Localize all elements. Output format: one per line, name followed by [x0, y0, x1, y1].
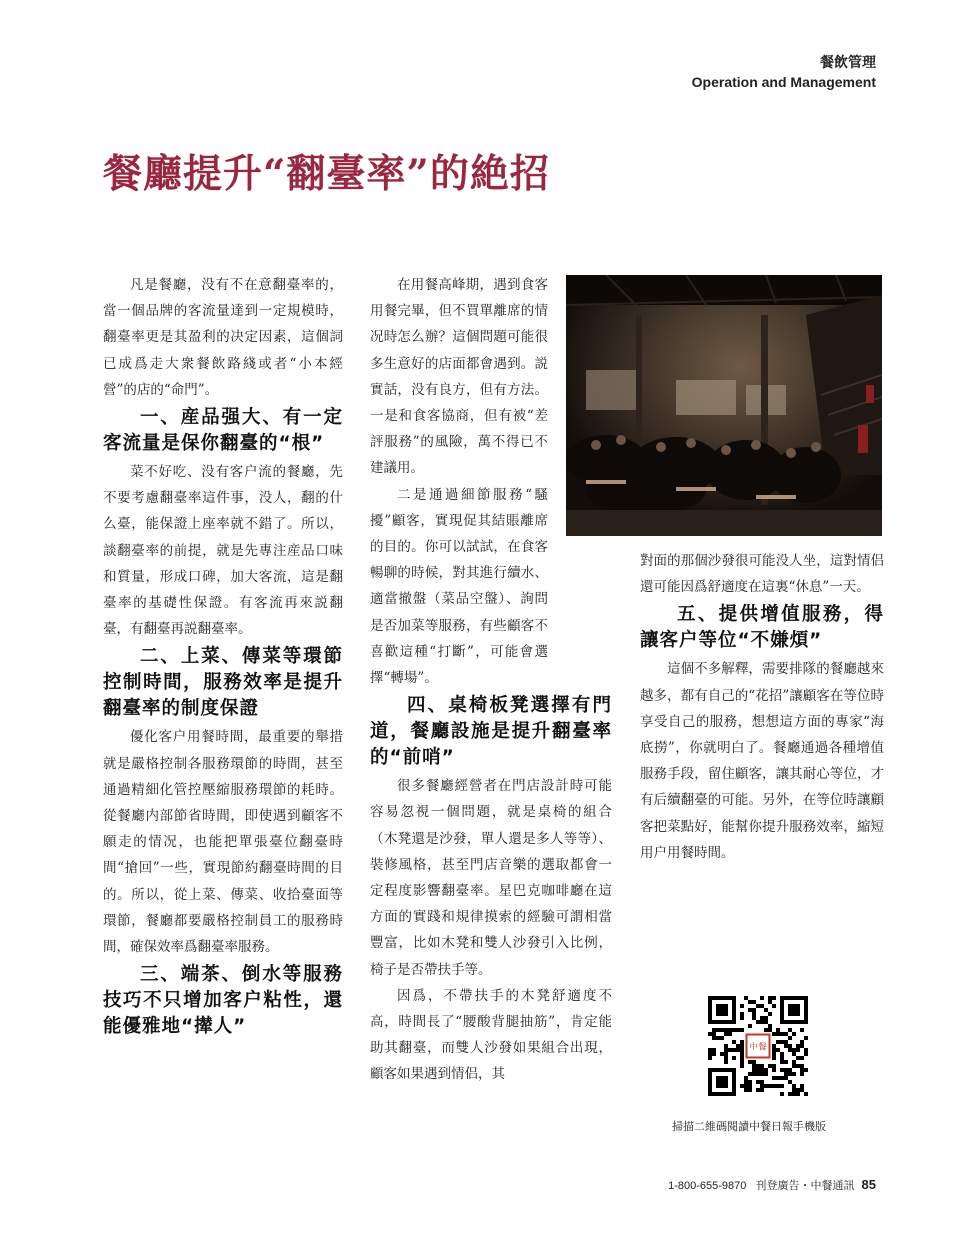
section-title-cn: 餐飲管理: [820, 55, 876, 71]
subheading: 二、上菜、傳菜等環節控制時間，服務效率是提升翻臺率的制度保證: [103, 646, 343, 720]
subheading: 五、提供增值服務，得讓客户等位“不嫌煩”: [640, 604, 884, 652]
page-footer: [668, 1177, 876, 1193]
qr-caption: 掃描二維碼閱讀中餐日報手機版: [672, 1120, 826, 1133]
paragraph: 凡是餐廳，没有不在意翻臺率的，當一個品牌的客流量達到一定規模時，翻臺率更是其盈利的决定因素，這個詞已成爲走大衆餐飲路綫或者“小本經營”的店的“命門”。: [103, 277, 343, 398]
subheading: 四、桌椅板凳選擇有門道，餐廳設施是提升翻臺率的“前哨”: [370, 695, 612, 769]
qr-seal-text: 中餐: [749, 1042, 767, 1053]
section-title-en: Operation and Management: [691, 74, 876, 90]
qr-code[interactable]: [708, 996, 808, 1096]
paragraph: 優化客户用餐時間，最重要的舉措就是嚴格控制各服務環節的時間，甚至通過精細化管控壓縮服務環節的耗時。從餐廳内部節省時間，即使遇到顧客不願走的情况，也能把單張臺位翻臺時間“搶回”一些，實現節約翻臺時間的目的。所以，從上菜、傳菜、收拾臺面等環節，餐廳都要嚴格控制員工的服務時間，確保效率爲翻臺率服務。: [103, 729, 343, 956]
restaurant-photo-illustration: [566, 275, 882, 536]
footer-text: 刊登廣告・中餐通訊: [755, 1180, 855, 1192]
subheading: 一、産品强大、有一定客流量是保你翻臺的“根”: [103, 407, 343, 455]
paragraph: 因爲，不帶扶手的木凳舒適度不高，時間長了“腰酸背腿抽筋”，肯定能助其翻臺，而雙人沙發如果組合出現，顧客如果遇到情侣，其: [370, 987, 612, 1083]
qr-code-graphic: [708, 996, 808, 1096]
paragraph: 很多餐廳經營者在門店設計時可能容易忽視一個問題，就是桌椅的組合（木凳還是沙發，單人還是多人等等）、裝修風格，甚至門店音樂的選取都會一定程度影響翻臺率。星巴克咖啡廳在這方面的實踐和規律摸索的經驗可謂相當豐富，比如木凳和雙人沙發引入比例，椅子是否帶扶手等。: [370, 778, 612, 978]
subheading: 三、端茶、倒水等服務技巧不只增加客户粘性，還能優雅地“撵人”: [103, 964, 343, 1038]
article-title: 餐廳提升“翻臺率”的絶招: [103, 151, 550, 197]
footer-phone: 1-800-655-9870: [668, 1180, 747, 1192]
paragraph: 對面的那個沙發很可能没人坐，這對情侣還可能因爲舒適度在這裏“休息”一天。: [640, 553, 884, 596]
column-3: [640, 548, 884, 866]
column-1: [103, 272, 343, 1042]
restaurant-photo: [566, 275, 882, 536]
paragraph: 在用餐高峰期，遇到食客用餐完畢，但不買單離席的情况時怎么辦？這個問題可能很多生意好的店面都會遇到。説實話，没有良方，但有方法。一是和食客協商，但有被“差評服務”的風險，萬不得已不建議用。: [370, 277, 548, 477]
paragraph: 二是通過細節服務“騷擾”顧客，實現促其結賬離席的目的。你可以試試，在食客暢聊的時候，對其進行續水、適當撤盤（菜品空盤）、詢問是否加菜等服務，有些顧客不喜歡這種“打斷”，可能會選擇“轉場”。: [370, 486, 548, 687]
page-number: 85: [861, 1177, 876, 1192]
paragraph: 菜不好吃、没有客户流的餐廳，先不要考慮翻臺率這件事，没人，翻的什么臺，能保證上座率就不錯了。所以，談翻臺率的前提，就是先專注産品口味和質量，形成口碑，加大客流，這是翻臺率的基礎性保證。有客流再來説翻臺，有翻臺再説翻臺率。: [103, 464, 343, 638]
paragraph: 這個不多解釋，需要排隊的餐廳越來越多，都有自己的“花招”讓顧客在等位時享受自己的服務，想想這方面的專家“海底撈”，你就明白了。餐廳通過各種增值服務手段，留住顧客，讓其耐心等位，才有后續翻臺的可能。另外，在等位時讓顧客把菜點好，能幫你提升服務效率，縮短用户用餐時間。: [640, 661, 884, 861]
